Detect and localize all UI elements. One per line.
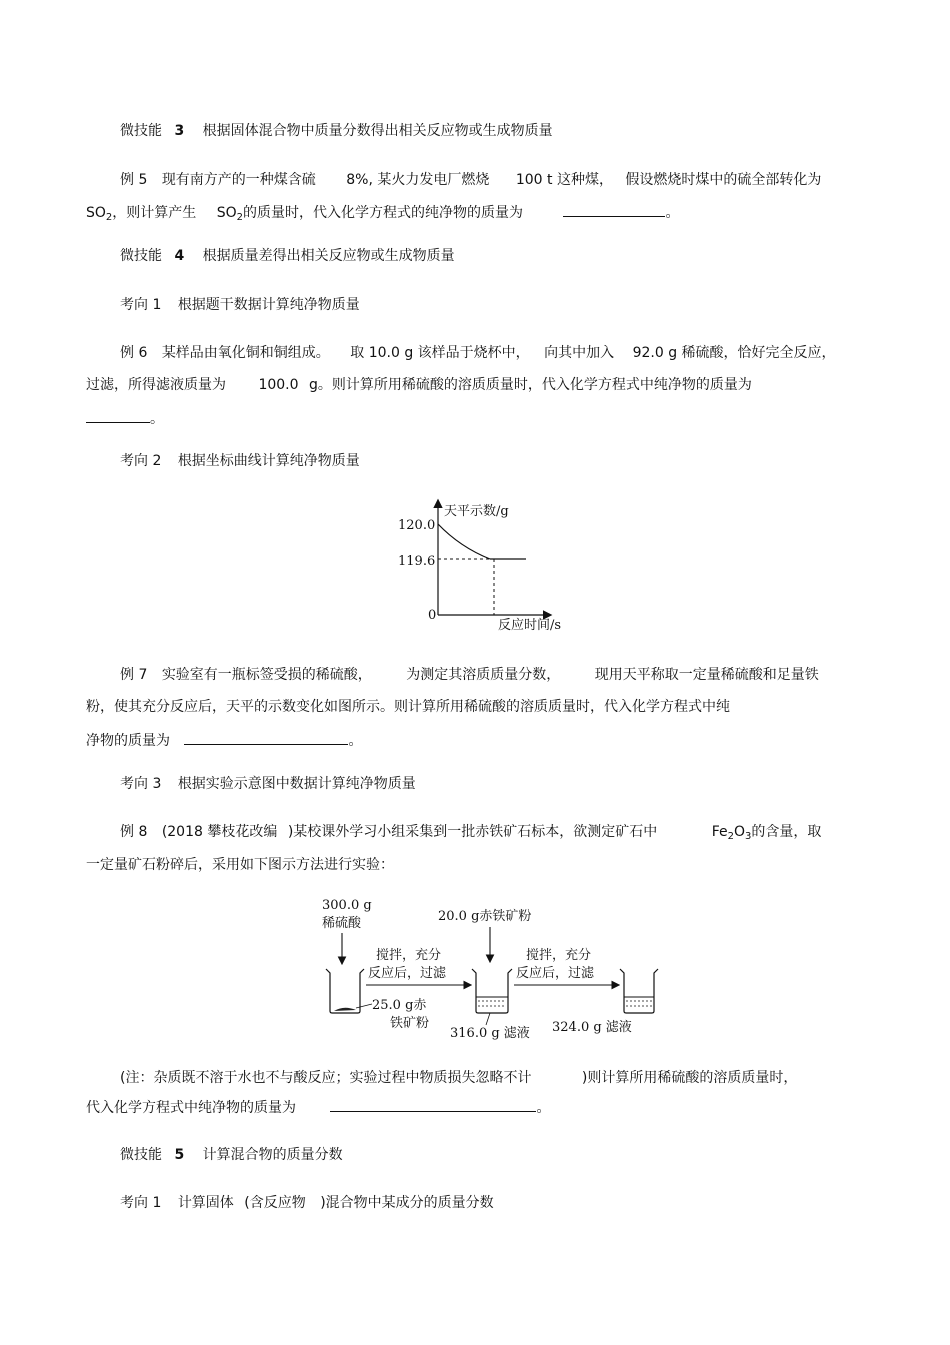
tick-label-119-6: 119.6 (398, 554, 436, 569)
example-8-line1: 例 8 (2018 攀枝花改编 )某校课外学习小组采集到一批赤铁矿石标本，欲测定矿石中 $Fe_2O_3$的含量，取 (120, 824, 822, 842)
tick-label-120: 120.0 (398, 518, 436, 533)
example-6-line2: 过滤，所得滤液质量为 100.0 g。则计算所用稀硫酸的溶质质量时，代入化学方程式中纯净物的质量为 (86, 377, 752, 393)
step-2-line-b: 反应后，过滤 (516, 966, 595, 981)
example-7-line1: 例 7 实验室有一瓶标签受损的稀硫酸， 为测定其溶质质量分数， 现用天平称取一定量稀硫酸和足量铁 (120, 667, 819, 683)
example-6-line3: 。 (86, 408, 164, 429)
answer-blank[interactable] (563, 202, 665, 217)
answer-blank[interactable] (330, 1097, 536, 1112)
example-8-line2: 一定量矿石粉碎后，采用如下图示方法进行实验： (86, 857, 394, 873)
acid-name-label: 稀硫酸 (322, 916, 362, 931)
filtrate-2-label: 324.0 g 滤液 (552, 1020, 632, 1035)
direction-1-heading: 考向 1 根据题干数据计算纯净物质量 (120, 297, 360, 313)
note-line2: 代入化学方程式中纯净物的质量为 。 (86, 1097, 550, 1118)
example-5-line2: $SO_2$，则计算产生 $SO_2$的质量时，代入化学方程式的纯净物的质量为 。 (86, 202, 679, 223)
beaker-2 (472, 969, 512, 1013)
example-6-line1: 例 6 某样品由氧化铜和铜组成。 取 10.0 g 该样品于烧杯中， 向其中加入 92.0 g 稀硫酸，恰好完全反应， (120, 345, 836, 361)
note-line1: (注：杂质既不溶于水也不与酸反应；实验过程中物质损失忽略不计 )则计算所用稀硫酸的溶质质量时， (120, 1070, 798, 1086)
ore-1-name-label: 铁矿粉 (390, 1016, 430, 1031)
balance-reading-chart (390, 495, 590, 635)
direction-2-heading: 考向 2 根据坐标曲线计算纯净物质量 (120, 453, 360, 469)
answer-blank[interactable] (184, 730, 348, 745)
direction-3-heading: 考向 3 根据实验示意图中数据计算纯净物质量 (120, 776, 416, 792)
skill-4-heading: 微技能 4 根据质量差得出相关反应物或生成物质量 (120, 248, 455, 264)
tick-label-origin: 0 (428, 608, 437, 623)
reading-curve (438, 524, 490, 559)
ore-1-pointer (356, 1004, 372, 1008)
example-7-line2: 粉，使其充分反应后，天平的示数变化如图所示。则计算所用稀硫酸的溶质质量时，代入化学方程式中纯 (86, 699, 730, 715)
ore-1-mass-label: 25.0 g赤 (372, 998, 427, 1013)
ore-add-label: 20.0 g赤铁矿粉 (438, 909, 532, 924)
skill-5-heading: 微技能 5 计算混合物的质量分数 (120, 1147, 343, 1163)
example-5-line1: 例 5 现有南方产的一种煤含硫 8%, 某火力发电厂燃烧 100 t 这种煤， 假设燃烧时煤中的硫全部转化为 (120, 172, 822, 188)
step-2-line-a: 搅拌，充分 (526, 948, 592, 963)
skill-3-heading: 微技能 3 根据固体混合物中质量分数得出相关反应物或生成物质量 (120, 123, 553, 139)
filtrate-1-pointer (486, 1013, 490, 1025)
example-7-line3: 净物的质量为 。 (86, 730, 362, 751)
answer-blank[interactable] (86, 408, 150, 423)
acid-mass-label: 300.0 g (322, 898, 372, 913)
x-axis-label: 反应时间/s (498, 618, 562, 633)
y-axis-label: 天平示数/g (444, 504, 509, 519)
filtrate-1-label: 316.0 g 滤液 (450, 1026, 530, 1041)
step-1-line-b: 反应后，过滤 (368, 966, 447, 981)
step-1-line-a: 搅拌，充分 (376, 948, 442, 963)
beaker-1 (326, 969, 364, 1013)
beaker-3 (620, 969, 658, 1013)
experiment-diagram (310, 893, 670, 1043)
direction-skill5-heading: 考向 1 计算固体 (含反应物 )混合物中某成分的质量分数 (120, 1195, 494, 1211)
ore-powder-1 (334, 1008, 356, 1011)
